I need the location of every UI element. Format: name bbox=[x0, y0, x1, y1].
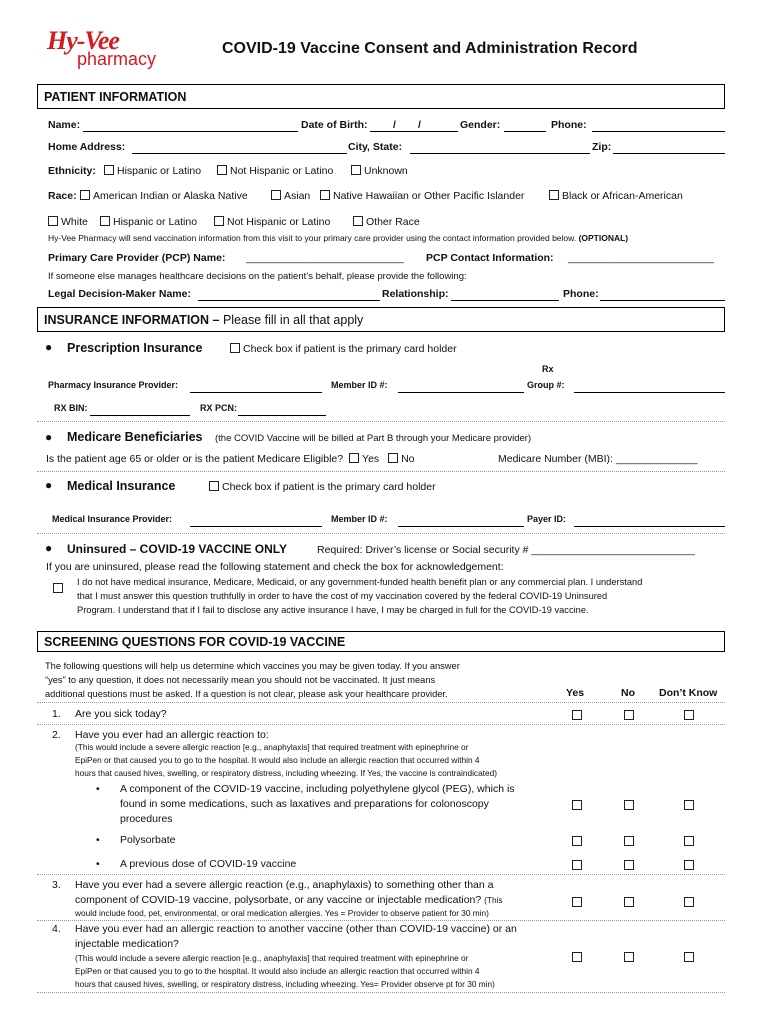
divider bbox=[37, 992, 725, 993]
q4-note-1: (This would include a severe allergic reaction [e.g., anaphylaxis] that required treatment with epinephrine or bbox=[75, 953, 469, 963]
zip-label: Zip: bbox=[592, 141, 612, 153]
q2a-line-3: procedures bbox=[120, 813, 173, 825]
phone-label: Phone: bbox=[551, 119, 587, 131]
bullet-icon: ● bbox=[45, 478, 53, 492]
ack-line-3: Program. I understand that if I fail to disclose any active insurance I have, I may be charged in full for the COVID-19 vaccine. bbox=[77, 605, 589, 615]
race-option[interactable]: Other Race bbox=[353, 216, 420, 229]
q1-yes[interactable] bbox=[572, 710, 582, 720]
q3-no[interactable] bbox=[624, 897, 634, 907]
pcp-name-label: Primary Care Provider (PCP) Name: bbox=[48, 252, 226, 264]
pharmacy-provider-label: Pharmacy Insurance Provider: bbox=[48, 380, 179, 390]
payer-id-label: Payer ID: bbox=[527, 514, 567, 524]
checkbox[interactable] bbox=[549, 190, 559, 200]
decision-notice: If someone else manages healthcare decisions on the patient’s behalf, please provide the following: bbox=[48, 271, 467, 282]
screening-intro-1: The following questions will help us determine which vaccines you may be given today. If you answer bbox=[45, 661, 460, 671]
divider bbox=[37, 702, 725, 703]
patient-section-header: PATIENT INFORMATION bbox=[37, 84, 725, 109]
medical-provider-label: Medical Insurance Provider: bbox=[52, 514, 173, 524]
bullet-icon: • bbox=[96, 783, 100, 795]
checkbox[interactable] bbox=[271, 190, 281, 200]
q2a-no[interactable] bbox=[624, 800, 634, 810]
q2-number: 2. bbox=[52, 729, 61, 741]
address-label: Home Address: bbox=[48, 141, 126, 153]
rx-pcn-label: RX PCN: bbox=[200, 403, 238, 413]
q3-line-1: Have you ever had a severe allergic reaction (e.g., anaphylaxis) to something other than a bbox=[75, 879, 494, 891]
relationship-field[interactable] bbox=[451, 300, 559, 301]
q2-text: Have you ever had an allergic reaction to: bbox=[75, 729, 269, 741]
group-label: Group #: bbox=[527, 380, 565, 390]
bullet-icon: • bbox=[96, 834, 100, 846]
legal-maker-label: Legal Decision-Maker Name: bbox=[48, 288, 191, 300]
q2-note-1: (This would include a severe allergic reaction [e.g., anaphylaxis] that required treatment with epinephrine or bbox=[75, 742, 469, 752]
q4-number: 4. bbox=[52, 923, 61, 935]
gender-label: Gender: bbox=[460, 119, 501, 131]
member-id-field[interactable] bbox=[398, 392, 524, 393]
checkbox[interactable] bbox=[353, 216, 363, 226]
dob-label: Date of Birth: bbox=[301, 119, 368, 131]
logo-brand: Hy-Vee bbox=[47, 26, 119, 55]
q2a-line-1: A component of the COVID-19 vaccine, including polyethylene glycol (PEG), which is bbox=[120, 783, 515, 795]
divider bbox=[37, 471, 725, 472]
q3-line-3: would include food, pet, environmental, or oral medication allergies. Yes = Provider to observe patient for 30 min) bbox=[75, 908, 489, 918]
q3-yes[interactable] bbox=[572, 897, 582, 907]
member-id-label: Member ID #: bbox=[331, 380, 388, 390]
q2b-yes[interactable] bbox=[572, 836, 582, 846]
q1-no[interactable] bbox=[624, 710, 634, 720]
bullet-icon: ● bbox=[45, 541, 53, 555]
checkbox[interactable] bbox=[104, 165, 114, 175]
q4-line-2: injectable medication? bbox=[75, 938, 179, 950]
hyvee-logo bbox=[47, 28, 156, 68]
q2-note-3: hours that caused hives, swelling, or respiratory distress, including wheezing. If Yes, the vaccine is contraindicated) bbox=[75, 768, 497, 778]
checkbox[interactable] bbox=[217, 165, 227, 175]
medicare-question: Is the patient age 65 or older or is the patient Medicare Eligible? Yes No bbox=[46, 453, 415, 465]
screening-section-header: SCREENING QUESTIONS FOR COVID-19 VACCINE bbox=[37, 631, 725, 652]
name-field[interactable] bbox=[83, 131, 298, 132]
page-title: COVID-19 Vaccine Consent and Administration Record bbox=[222, 40, 638, 57]
member-id2-label: Member ID #: bbox=[331, 514, 388, 524]
checkbox[interactable] bbox=[209, 481, 219, 491]
gender-field[interactable] bbox=[504, 131, 546, 132]
pcp-contact-label: PCP Contact Information: bbox=[426, 252, 554, 264]
divider bbox=[37, 874, 725, 875]
phone2-field[interactable] bbox=[600, 300, 725, 301]
race-option[interactable]: White bbox=[48, 216, 88, 229]
uninsured-ack-checkbox[interactable] bbox=[53, 583, 63, 593]
q2c-dont-know[interactable] bbox=[684, 860, 694, 870]
phone-field[interactable] bbox=[592, 131, 725, 132]
q2c-yes[interactable] bbox=[572, 860, 582, 870]
checkbox[interactable] bbox=[48, 216, 58, 226]
q2a-yes[interactable] bbox=[572, 800, 582, 810]
medical-heading: Medical Insurance bbox=[67, 479, 176, 493]
uninsured-heading: Uninsured – COVID-19 VACCINE ONLY bbox=[67, 542, 288, 556]
pcp-name-field[interactable]: ___________________________ bbox=[246, 252, 404, 264]
q3-number: 3. bbox=[52, 879, 61, 891]
divider bbox=[37, 421, 725, 422]
zip-field[interactable] bbox=[613, 153, 725, 154]
relationship-label: Relationship: bbox=[382, 288, 449, 300]
col-dont-know: Don’t Know bbox=[659, 687, 718, 699]
insurance-section-header: INSURANCE INFORMATION – Please fill in all that apply bbox=[37, 307, 725, 332]
checkbox[interactable] bbox=[320, 190, 330, 200]
race-option[interactable]: Not Hispanic or Latino bbox=[214, 216, 330, 229]
race-option[interactable]: Asian bbox=[271, 190, 310, 203]
ack-line-2: that I must answer this question truthfully in order to have the cost of my vaccination covered by the federal COVID-19 Uninsured bbox=[77, 591, 608, 601]
mbi-field[interactable]: Medicare Number (MBI): ______________ bbox=[498, 453, 698, 465]
checkbox[interactable] bbox=[351, 165, 361, 175]
checkbox[interactable] bbox=[214, 216, 224, 226]
col-no: No bbox=[621, 687, 635, 699]
medicare-yes-checkbox[interactable] bbox=[349, 453, 359, 463]
q2b-dont-know[interactable] bbox=[684, 836, 694, 846]
rx-bin-label: RX BIN: bbox=[54, 403, 88, 413]
q2b-text: Polysorbate bbox=[120, 834, 176, 846]
rx-bin-field[interactable] bbox=[90, 415, 190, 416]
q4-note-2: EpiPen or that caused you to go to the hospital. It would also include an allergic reaction that occurred within 4 bbox=[75, 966, 480, 976]
q3-dont-know[interactable] bbox=[684, 897, 694, 907]
dob-sep-1: / bbox=[393, 119, 396, 131]
ethnicity-label: Ethnicity: bbox=[48, 165, 96, 177]
legal-maker-field[interactable] bbox=[198, 300, 380, 301]
q4-no[interactable] bbox=[624, 952, 634, 962]
pharmacy-provider-field[interactable] bbox=[190, 392, 322, 393]
race-option[interactable]: Native Hawaiian or Other Pacific Islander bbox=[320, 190, 524, 203]
col-yes: Yes bbox=[566, 687, 585, 699]
uninsured-instructions: If you are uninsured, please read the following statement and check the box for acknowledgement: bbox=[46, 561, 504, 573]
medicare-note: (the COVID Vaccine will be billed at Part B through your Medicare provider) bbox=[215, 433, 532, 444]
prescription-heading: Prescription Insurance bbox=[67, 341, 203, 355]
ethnicity-option[interactable]: Not Hispanic or Latino bbox=[217, 165, 333, 178]
checkbox[interactable] bbox=[100, 216, 110, 226]
q3-line-2: component of COVID-19 vaccine, polysorbate, or any vaccine or injectable medication? (This bbox=[75, 894, 503, 906]
medicare-no-checkbox[interactable] bbox=[388, 453, 398, 463]
q1-number: 1. bbox=[52, 708, 61, 720]
phone2-label: Phone: bbox=[563, 288, 599, 300]
payer-id-field[interactable] bbox=[574, 526, 725, 527]
city-field[interactable] bbox=[410, 153, 590, 154]
ack-line-1: I do not have medical insurance, Medicare, Medicaid, or any government-funded health benefit plan or any commercial plan. I understand bbox=[77, 577, 643, 587]
screening-intro-3: additional questions must be asked. If a question is not clear, please ask your healthcare provider. bbox=[45, 689, 448, 699]
pcp-contact-field[interactable]: _________________________ bbox=[568, 252, 714, 264]
logo-sub: pharmacy bbox=[77, 49, 157, 69]
rx-label: Rx bbox=[542, 364, 554, 374]
race-label: Race: bbox=[48, 190, 77, 202]
divider bbox=[37, 724, 725, 725]
q4-yes[interactable] bbox=[572, 952, 582, 962]
race-option[interactable]: American Indian or Alaska Native bbox=[80, 190, 248, 203]
q1-dont-know[interactable] bbox=[684, 710, 694, 720]
q2a-line-2: found in some medications, such as laxatives and preparations for colonoscopy bbox=[120, 798, 489, 810]
dob-field[interactable] bbox=[370, 131, 458, 132]
prescription-holder-option[interactable]: Check box if patient is the primary card holder bbox=[230, 343, 457, 356]
q4-line-1: Have you ever had an allergic reaction to another vaccine (other than COVID-19 vaccine) or an bbox=[75, 923, 517, 935]
q2b-no[interactable] bbox=[624, 836, 634, 846]
group-field[interactable] bbox=[574, 392, 725, 393]
q4-dont-know[interactable] bbox=[684, 952, 694, 962]
medical-provider-field[interactable] bbox=[190, 526, 322, 527]
ethnicity-option[interactable]: Unknown bbox=[351, 165, 408, 178]
q2c-text: A previous dose of COVID-19 vaccine bbox=[120, 858, 297, 870]
checkbox[interactable] bbox=[80, 190, 90, 200]
name-label: Name: bbox=[48, 119, 81, 131]
checkbox[interactable] bbox=[230, 343, 240, 353]
q4-note-3: hours that caused hives, swelling, or respiratory distress, including wheezing. Yes= Provider observe pt for 30 min) bbox=[75, 979, 495, 989]
city-label: City, State: bbox=[348, 141, 403, 153]
q2c-no[interactable] bbox=[624, 860, 634, 870]
medical-holder-option[interactable]: Check box if patient is the primary card holder bbox=[209, 481, 436, 494]
ethnicity-option[interactable]: Hispanic or Latino bbox=[104, 165, 201, 178]
bullet-icon: • bbox=[96, 858, 100, 870]
q1-text: Are you sick today? bbox=[75, 708, 167, 720]
divider bbox=[37, 920, 725, 921]
address-field[interactable] bbox=[132, 153, 347, 154]
bullet-icon: ● bbox=[45, 340, 53, 354]
pcp-notice: Hy-Vee Pharmacy will send vaccination information from this visit to your primary care provider using the contact information provided below. (OPTIONAL) bbox=[48, 233, 629, 243]
q2-note-2: EpiPen or that caused you to go to the hospital. It would also include an allergic reaction that occurred within 4 bbox=[75, 755, 480, 765]
screening-intro-2: “yes” to any question, it does not necessarily mean you should not be vaccinated. It just means bbox=[45, 675, 436, 685]
rx-pcn-field[interactable] bbox=[238, 415, 326, 416]
divider bbox=[37, 533, 725, 534]
bullet-icon: ● bbox=[45, 430, 53, 444]
race-option[interactable]: Black or African-American bbox=[549, 190, 683, 203]
dob-sep-2: / bbox=[418, 119, 421, 131]
q2a-dont-know[interactable] bbox=[684, 800, 694, 810]
required-id-field[interactable]: Required: Driver’s license or Social security # ____________________________ bbox=[317, 544, 695, 556]
member-id2-field[interactable] bbox=[398, 526, 524, 527]
race-option[interactable]: Hispanic or Latino bbox=[100, 216, 197, 229]
medicare-heading: Medicare Beneficiaries bbox=[67, 430, 203, 444]
